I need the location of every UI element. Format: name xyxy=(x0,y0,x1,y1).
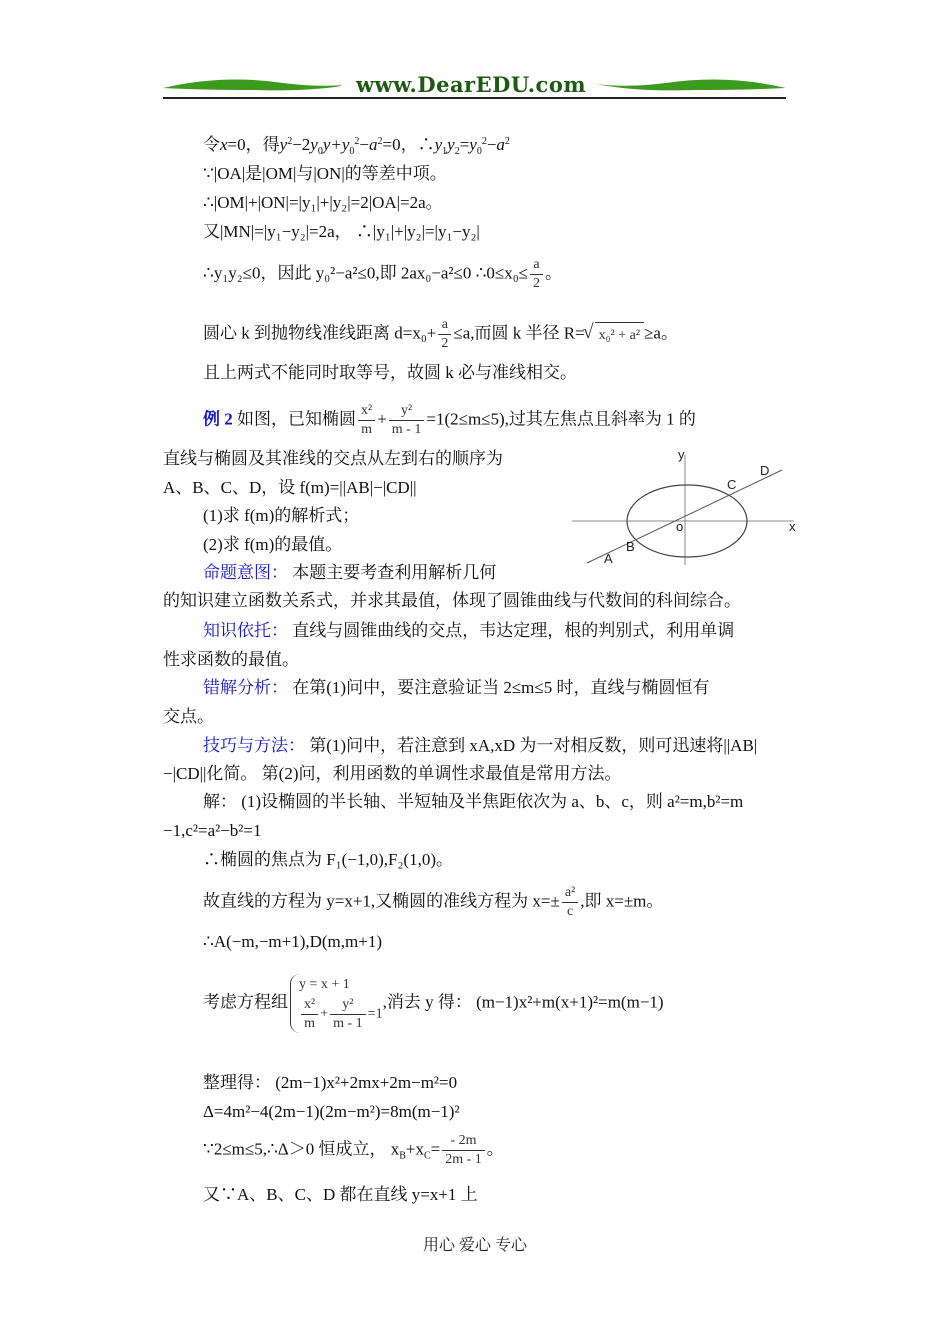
line-29: ∵2≤m≤5,∴Δ＞0 恒成立， $x_B+x_C=$ $\frac{- 2m}{2m - 1}$ 。 xyxy=(203,1133,504,1167)
line-4: 又|MN|=|y₁−y₂|=2a， ∴|y₁|+|y₂|=|y₁−y₂| xyxy=(203,222,480,241)
line-14: 的知识建立函数关系式，并求其最值，体现了圆锥曲线与代数间的科间综合。 xyxy=(163,591,741,610)
line-2: ∵|OA|是|OM|与|ON|的等差中项。 xyxy=(203,164,447,183)
line-11: (1)求 f(m)的解析式； xyxy=(203,506,360,525)
origin-label: o xyxy=(676,519,684,534)
line-24: 故直线的方程为 y=x+1,又椭圆的准线方程为 x=± $\frac{\text{a²}}{c}$ ,即 x=±m。 xyxy=(203,885,664,919)
line-16: 性求函数的最值。 xyxy=(163,650,299,669)
header-rule xyxy=(163,97,786,99)
point-a-label: A xyxy=(604,551,613,566)
line-28: Δ=4m²−4(2m−1)(2m−m²)=8m(m−1)² xyxy=(203,1102,460,1121)
line-20: −|CD||化简。 第(2)问，利用函数的单调性求最值是常用方法。 xyxy=(163,764,622,783)
line-12: (2)求 f(m)的最值。 xyxy=(203,535,343,554)
line-22: −1,c²=a²−b²=1 xyxy=(163,821,262,840)
ellipse-fraction-y: $\frac{\text{y²}}{m - 1}$ xyxy=(389,402,425,439)
site-logo[interactable]: www.DearEDU.com xyxy=(341,72,601,97)
page-header xyxy=(163,70,786,102)
point-b-label: B xyxy=(626,539,635,554)
fraction-a2-over-c: $\frac{\text{a²}}{c}$ xyxy=(562,884,578,921)
basis-line: 知识依托： 直线与圆锥曲线的交点，韦达定理，根的判别式，利用单调 xyxy=(203,621,735,640)
line-25: ∴A(−m,−m+1),D(m,m+1) xyxy=(203,932,383,951)
sqrt-expression: √ x₀² + a² xyxy=(595,322,644,347)
page-footer: 用心 爱心 专心 xyxy=(422,1237,527,1254)
example-2-line: 例 2 如图，已知椭圆 $\frac{\text{x²}}{m}$ + $\frac{\text{y²}}{m - 1}$ =1(2≤m≤5),过其左焦点且斜率为 1 的 xyxy=(203,403,696,437)
example-label: 例 2 xyxy=(203,409,233,429)
line-1: 令x=0，得$y^2-2y_0y+y_0^2-a^2=0$，$\therefore y_1y_2=y_0^2-a^2$ xyxy=(203,135,510,157)
fraction-a-over-2: $\frac{a}{2}$ xyxy=(438,316,451,353)
error-label: 错解分析： xyxy=(203,678,288,697)
line-5: ∴y₁y₂≤0，因此 y₀²−a²≤0,即 2ax₀−a²≤0 ∴0≤x₀≤ $\frac{a}{2}$ 。 xyxy=(203,257,563,291)
error-line: 错解分析： 在第(1)问中，要注意验证当 2≤m≤5 时，直线与椭圆恒有 xyxy=(203,678,710,697)
ellipse-fraction-x: $\frac{\text{x²}}{m}$ xyxy=(358,402,375,439)
y-axis-label: y xyxy=(678,447,685,462)
point-d-label: D xyxy=(760,463,770,478)
skill-line: 技巧与方法： 第(1)问中，若注意到 xA,xD 为一对相反数，则可迅速将||AB| xyxy=(203,736,758,755)
left-leaf-decoration xyxy=(163,78,353,92)
intent-line: 命题意图： 本题主要考查利用解析几何 xyxy=(203,563,497,582)
line-6: 圆心 k 到抛物线准线距离 d=x₀+ $\frac{a}{2}$ ≤a,而圆 k 半径 R=√ x₀² + a² ≥a。 xyxy=(203,316,678,353)
line-27: 整理得： (2m−1)x²+2mx+2m−m²=0 xyxy=(203,1073,458,1092)
line-26: 考虑方程组 y = x + 1 $\frac{\text{x²}}{m}$ + $\frac{\text{y²}}{m - 1}$ =1 ,消去 y 得： (m−1)x²+m(x+1)²=m(m−1) xyxy=(203,974,664,1033)
skill-label: 技巧与方法： xyxy=(203,736,305,755)
line-9: 直线与椭圆及其准线的交点从左到右的顺序为 xyxy=(163,449,503,468)
x-axis-label: x xyxy=(789,519,796,534)
point-c-label: C xyxy=(727,477,737,492)
line-21: 解： (1)设椭圆的半长轴、半短轴及半焦距依次为 a、b、c，则 a²=m,b²=m xyxy=(203,792,744,811)
line-30: 又∵A、B、C、D 都在直线 y=x+1 上 xyxy=(203,1185,478,1204)
line-23: ∴椭圆的焦点为 F₁(−1,0),F₂(1,0)。 xyxy=(203,850,453,869)
basis-label: 知识依托： xyxy=(203,621,288,640)
line-7: 且上两式不能同时取等号，故圆 k 必与准线相交。 xyxy=(203,363,577,382)
fraction-a-over-2: $\frac{a}{2}$ xyxy=(530,256,543,293)
line-3: ∴|OM|+|ON|=|y₁|+|y₂|=2|OA|=2a。 xyxy=(203,193,443,212)
intent-label: 命题意图： xyxy=(203,563,288,582)
line-18: 交点。 xyxy=(163,707,214,726)
equation-system: y = x + 1 $\frac{\text{x²}}{m}$ + $\frac{\text{y²}}{m - 1}$ =1 xyxy=(290,974,383,1033)
fraction-neg2m: $\frac{- 2m}{2m - 1}$ xyxy=(442,1132,485,1169)
right-leaf-decoration xyxy=(596,78,786,92)
line-10: A、B、C、D，设 f(m)=||AB|−|CD|| xyxy=(163,478,417,497)
ellipse-figure xyxy=(572,445,802,570)
